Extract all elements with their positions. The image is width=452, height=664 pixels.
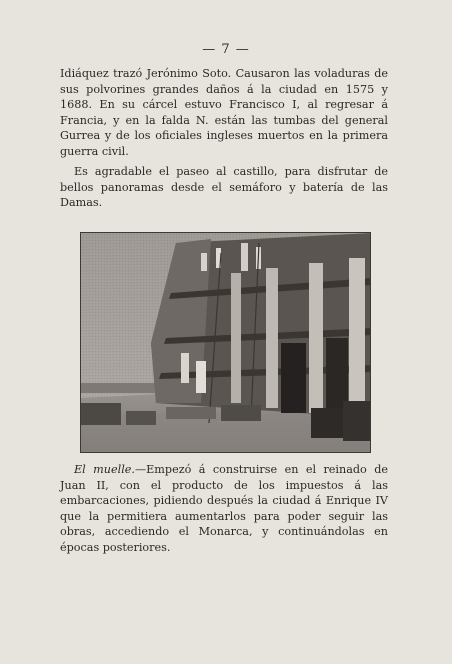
photo-image [81, 233, 371, 453]
paragraph-castle-walk: Es agradable el paseo al castillo, para disfrutar de bellos panoramas desde el semáforo y batería de las Damas. [60, 165, 388, 210]
paragraph-castle-history: Idiáquez trazó Jerónimo Soto. Causaron las voladuras de sus polvorines grandes daños á la ciudad en 1575 y 1688. En su cárcel estuvo Francisco I, al regresar á Francia, y en la falda N. están las tumbas del general Gurrea y de los oficiales ingleses muertos en la primera guerra civil. [60, 67, 388, 158]
page-number: — 7 — [202, 42, 250, 57]
section-heading-muelle: El muelle. [74, 463, 135, 476]
photo-muelle [80, 232, 371, 453]
paragraph-muelle-body: —Empezó á construirse en el reinado de Juan II, con el producto de los impuestos á las embarcaciones, pidiendo después la ciudad á Enrique IV que la permitiera aumentarlos para poder seguir las obras, accediendo el Monarca, y continuándolas en épocas posteriores. [60, 463, 388, 554]
paragraph-muelle [60, 462, 388, 556]
